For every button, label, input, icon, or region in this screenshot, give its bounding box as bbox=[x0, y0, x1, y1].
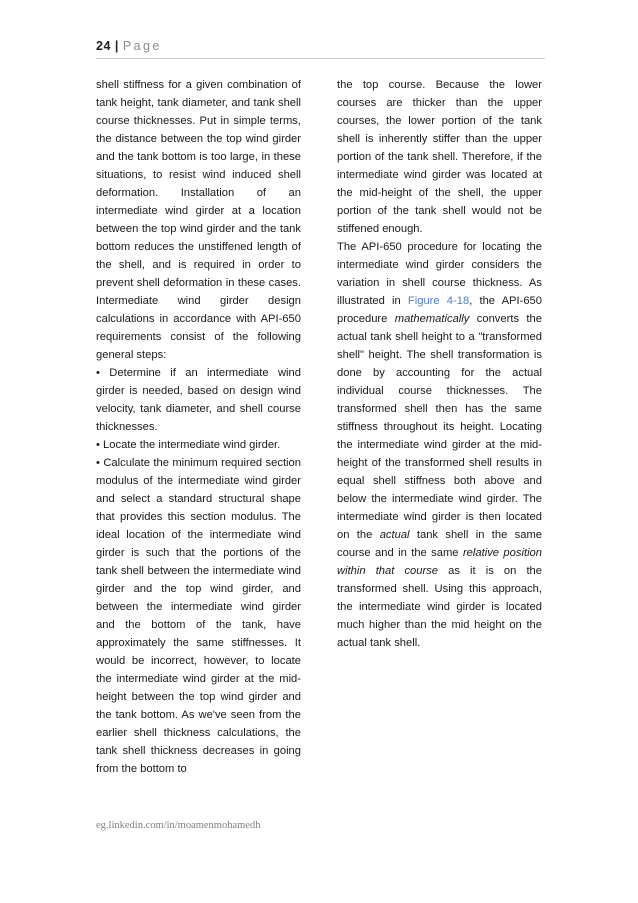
bullet-locate: • Locate the intermediate wind girder. bbox=[96, 439, 281, 451]
page-number: 24 bbox=[96, 39, 111, 53]
text-run: The API-650 procedure for locating the intermediate wind girder considers the variation in shell course thickness. As illustrated in bbox=[337, 241, 542, 307]
left-paragraph: shell stiffness for a given combination of tank height, tank diameter, and tank shell course thicknesses. Put in simple terms, the distance between the top wind girder and the tank bottom is too large, in these situations, to resist wind induced shell deformation. Installation of an intermediate wind girder at a location between the top wind girder and the tank bottom reduces the unstiffened length of the shell, and is required in order to prevent shell deformation in these cases. Intermediate wind girder design calculations in accordance with API-650 requirements consist of the following general steps: bbox=[96, 79, 301, 361]
header-divider bbox=[96, 58, 545, 59]
right-paragraph-2 bbox=[337, 238, 542, 652]
figure-reference-link[interactable]: Figure 4-18 bbox=[407, 295, 470, 307]
right-column bbox=[337, 76, 542, 652]
text-run: , the API-650 procedure bbox=[337, 295, 542, 325]
emphasis-relative-position: relative position within that course bbox=[337, 547, 542, 577]
footer-link[interactable]: eg.linkedin.com/in/moamenmohamedh bbox=[96, 820, 261, 831]
page-word: Page bbox=[122, 39, 162, 53]
text-run: converts the actual tank shell height to a "transformed shell" height. The shell transformation is done by accounting for the actual individual course thicknesses. The transformed shell then has the same stiffness throughout its height. Locating the intermediate wind girder at the mid-height of the transformed shell results in equal shell stiffness both above and below the intermediate wind girder. The intermediate wind girder is then located on the bbox=[337, 313, 542, 541]
emphasis-mathematically: mathematically bbox=[394, 313, 470, 325]
right-paragraph-1: the top course. Because the lower courses are thicker than the upper courses, the lower portion of the tank shell is inherently stiffer than the upper portion of the tank shell. Therefore, if the intermediate wind girder was located at the mid-height of the shell, the upper portion of the tank shell would not be stiffened enough. bbox=[337, 79, 542, 235]
emphasis-actual: actual bbox=[379, 529, 410, 541]
text-run: tank shell in the same course and in the same bbox=[337, 529, 543, 559]
left-column bbox=[96, 76, 301, 778]
header-separator: | bbox=[114, 39, 119, 53]
text-run: as it is on the transformed shell. Using this approach, the intermediate wind girder is located much higher than the mid height on the actual tank shell. bbox=[337, 565, 543, 649]
bullet-determine: • Determine if an intermediate wind girder is needed, based on design wind velocity, tank diameter, and shell course thicknesses. bbox=[96, 367, 301, 433]
bullet-calculate: • Calculate the minimum required section modulus of the intermediate wind girder and select a standard structural shape that provides this section modulus. The ideal location of the intermediate wind girder is such that the portions of the tank shell between the intermediate wind girder and the top wind girder, and between the intermediate wind girder and the bottom of the tank, have approximately the same stiffnesses. It would be incorrect, however, to locate the intermediate wind girder at the mid-height between the top wind girder and the tank bottom. As we've seen from the earlier shell thickness calculations, the tank shell thickness decreases in going from the bottom to bbox=[96, 457, 301, 775]
page-header bbox=[96, 38, 544, 54]
